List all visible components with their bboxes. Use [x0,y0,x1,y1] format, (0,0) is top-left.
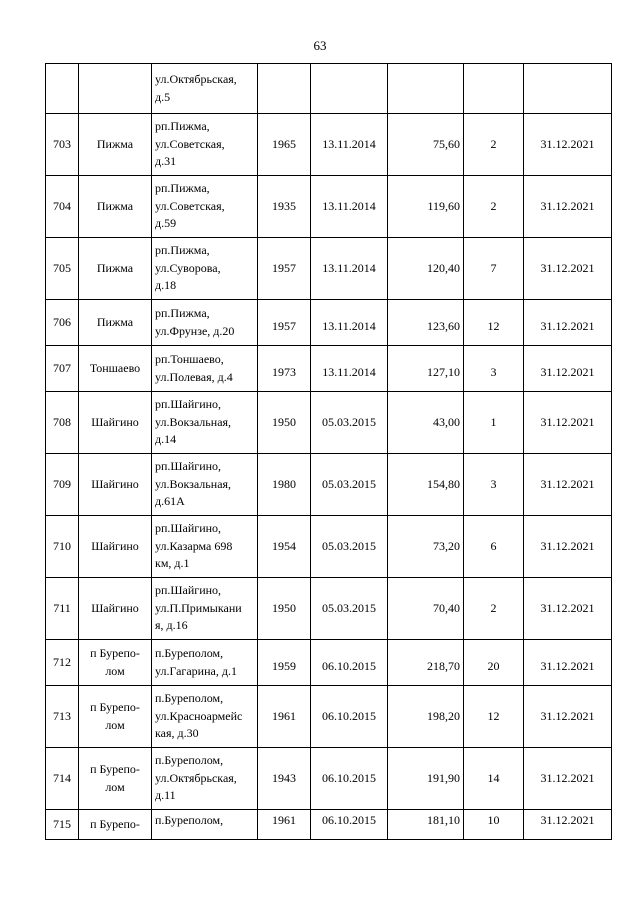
cell-area: 154,80 [388,454,464,516]
cell-term [524,64,612,114]
cell-term: 31.12.2021 [524,392,612,454]
table-row [46,114,612,176]
cell-place [79,392,152,454]
address-line: ул.Советская, [155,198,225,213]
cell-num: 712 [46,640,79,686]
cell-area: 191,90 [388,748,464,810]
cell-place [79,810,152,840]
cell-count: 3 [464,346,524,392]
table-row [46,300,612,346]
place-line: п Бурепо- [90,762,140,777]
table-row [46,578,612,640]
place-line: п Бурепо- [90,646,140,661]
cell-year: 1959 [258,640,311,686]
cell-count: 12 [464,686,524,748]
cell-date: 05.03.2015 [311,516,388,578]
table-row [46,686,612,748]
cell-term: 31.12.2021 [524,300,612,346]
cell-address [152,238,258,300]
address-line: рп.Пижма, [155,181,210,196]
place-line: Пижма [96,136,134,151]
cell-year: 1961 [258,810,311,840]
place-line: Шайгино [91,414,139,429]
cell-address [152,346,258,392]
cell-count: 6 [464,516,524,578]
cell-term: 31.12.2021 [524,114,612,176]
address-line: км, д.1 [155,556,190,571]
address-line: ул.Советская, [155,136,225,151]
cell-year: 1943 [258,748,311,810]
address-line: д.14 [155,432,177,447]
cell-year: 1961 [258,686,311,748]
continued-row [46,64,612,114]
cell-address [152,176,258,238]
address-line: рп.Пижма, [155,306,210,321]
place-line: лом [105,717,125,732]
cell-area: 70,40 [388,578,464,640]
cell-address [152,578,258,640]
cell-count: 2 [464,114,524,176]
cell-date: 13.11.2014 [311,300,388,346]
cell-place [79,578,152,640]
cell-date: 06.10.2015 [311,686,388,748]
cell-term: 31.12.2021 [524,748,612,810]
cell-area: 198,20 [388,686,464,748]
cell-term: 31.12.2021 [524,454,612,516]
place-line: Шайгино [91,600,139,615]
cell-term: 31.12.2021 [524,640,612,686]
place-line: Пижма [96,314,134,329]
cell-num: 705 [46,238,79,300]
cell-term: 31.12.2021 [524,810,612,840]
cell-area [388,64,464,114]
cell-num: 715 [46,810,79,840]
cell-place [79,748,152,810]
cell-num: 703 [46,114,79,176]
address-line: ул.Суворова, [155,260,221,275]
cell-date: 05.03.2015 [311,578,388,640]
address-line: ул.Казарма 698 [155,538,233,553]
cell-year: 1935 [258,176,311,238]
place-line: Тоншаево [89,360,141,375]
table-row [46,346,612,392]
address-line: ул.Октябрьская, [155,72,237,87]
address-line: д.31 [155,154,177,169]
address-line: д.61А [155,494,185,509]
cell-count: 1 [464,392,524,454]
cell-count: 7 [464,238,524,300]
cell-term: 31.12.2021 [524,516,612,578]
table-row [46,392,612,454]
cell-count [464,64,524,114]
address-line: ул.Фрунзе, д.20 [155,323,235,338]
cell-count: 20 [464,640,524,686]
cell-term: 31.12.2021 [524,686,612,748]
cell-term: 31.12.2021 [524,176,612,238]
address-line: ул.Полевая, д.4 [155,369,233,384]
cell-num: 711 [46,578,79,640]
cell-num: 707 [46,346,79,392]
cell-date: 06.10.2015 [311,810,388,840]
address-line: ул.П.Примыкани [155,600,242,615]
table-row [46,454,612,516]
cell-address [152,300,258,346]
place-line: лом [105,779,125,794]
cell-area: 73,20 [388,516,464,578]
cell-date: 13.11.2014 [311,114,388,176]
cell-date: 13.11.2014 [311,238,388,300]
cell-address [152,64,258,114]
cell-term: 31.12.2021 [524,578,612,640]
cell-year: 1965 [258,114,311,176]
cell-num: 708 [46,392,79,454]
address-line: рп.Шайгино, [155,521,222,536]
address-line: д.59 [155,216,177,231]
cell-area: 75,60 [388,114,464,176]
cell-num: 713 [46,686,79,748]
cell-address [152,114,258,176]
place-line: п Бурепо- [90,700,140,715]
cell-address [152,810,258,840]
cell-address [152,686,258,748]
cell-date: 13.11.2014 [311,346,388,392]
cell-count: 14 [464,748,524,810]
cell-place [79,176,152,238]
address-line: я, д.16 [155,618,188,633]
place-line: Пижма [96,198,134,213]
address-line: рп.Тоншаево, [155,352,224,367]
cell-num: 706 [46,300,79,346]
place-line: Шайгино [91,476,139,491]
cell-num [46,64,79,114]
cell-year: 1957 [258,300,311,346]
cell-date [311,64,388,114]
address-line: д.18 [155,278,177,293]
address-line: рп.Шайгино, [155,397,222,412]
cell-address [152,748,258,810]
cell-address [152,640,258,686]
cell-year: 1954 [258,516,311,578]
table-row [46,176,612,238]
cell-year: 1950 [258,392,311,454]
cell-place [79,114,152,176]
cell-date: 05.03.2015 [311,392,388,454]
cell-area: 127,10 [388,346,464,392]
place-line: Пижма [96,260,134,275]
cell-address [152,392,258,454]
address-line: д.11 [155,788,176,803]
cell-place [79,454,152,516]
cell-place [79,64,152,114]
cell-year: 1980 [258,454,311,516]
cell-area: 181,10 [388,810,464,840]
cell-year: 1957 [258,238,311,300]
cell-count: 10 [464,810,524,840]
address-line: п.Бурепoлом, [155,813,224,827]
table-row [46,516,612,578]
address-line: п.Бурепoлом, [155,646,224,661]
address-line: рп.Шайгино, [155,583,222,598]
place-line: п Бурепо- [90,816,140,831]
table-row [46,748,612,810]
cell-count: 12 [464,300,524,346]
cell-place [79,238,152,300]
cell-area: 120,40 [388,238,464,300]
cell-date: 06.10.2015 [311,748,388,810]
address-line: рп.Шайгино, [155,459,222,474]
cell-area: 123,60 [388,300,464,346]
cell-num: 710 [46,516,79,578]
cell-term: 31.12.2021 [524,238,612,300]
housing-registry-table [45,63,612,840]
address-line: ул.Красноармейс [155,708,243,723]
cell-place [79,686,152,748]
place-line: лом [105,663,125,678]
cell-date: 06.10.2015 [311,640,388,686]
address-line: п.Бурепoлом, [155,691,224,706]
cell-year: 1950 [258,578,311,640]
address-line: рп.Пижма, [155,119,210,134]
cell-place [79,516,152,578]
cell-place [79,640,152,686]
cell-place [79,346,152,392]
cell-num: 704 [46,176,79,238]
cell-count: 2 [464,578,524,640]
address-line: ул.Гагарина, д.1 [155,663,237,678]
cell-year [258,64,311,114]
address-line: д.5 [155,89,171,104]
cell-place [79,300,152,346]
address-line: ул.Вокзальная, [155,414,232,429]
table-row [46,640,612,686]
address-line: рп.Пижма, [155,243,210,258]
cell-term: 31.12.2021 [524,346,612,392]
cell-count: 3 [464,454,524,516]
cell-address [152,516,258,578]
address-line: ул.Октябрьская, [155,770,237,785]
cell-area: 119,60 [388,176,464,238]
place-line: Шайгино [91,538,139,553]
address-line: ул.Вокзальная, [155,476,232,491]
cell-year: 1973 [258,346,311,392]
cell-area: 43,00 [388,392,464,454]
cell-date: 05.03.2015 [311,454,388,516]
cell-count: 2 [464,176,524,238]
address-line: кая, д.30 [155,726,199,741]
table-row [46,238,612,300]
cell-num: 709 [46,454,79,516]
cell-area: 218,70 [388,640,464,686]
address-line: п.Бурепoлом, [155,753,224,768]
table-row [46,810,612,840]
page-number: 63 [313,38,327,53]
cell-address [152,454,258,516]
cell-num: 714 [46,748,79,810]
cell-date: 13.11.2014 [311,176,388,238]
